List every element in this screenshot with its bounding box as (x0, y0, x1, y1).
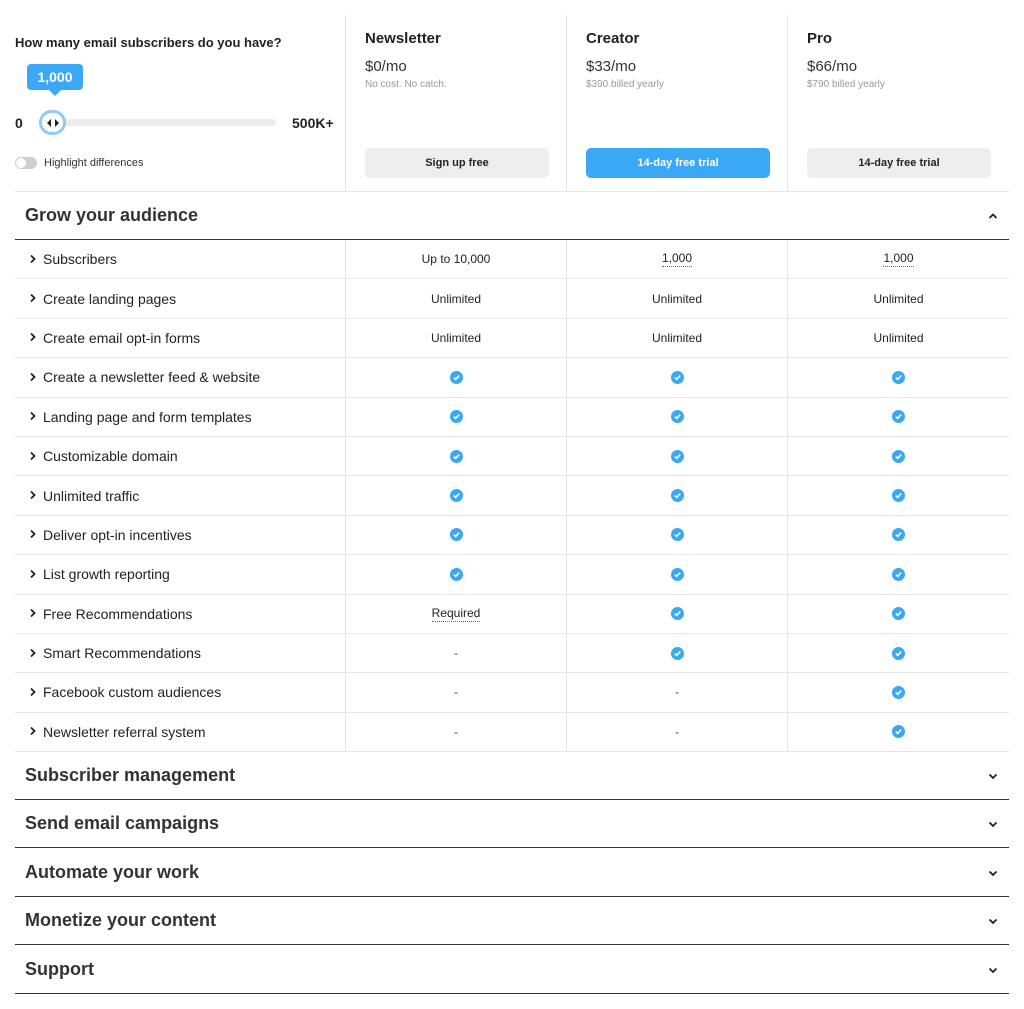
plan-value-cell (346, 358, 567, 396)
plan-value-cell (346, 240, 567, 278)
plan-value-cell (346, 673, 567, 711)
value-text[interactable]: 1,000 (661, 251, 693, 266)
feature-label: Customizable domain (43, 448, 178, 465)
check-circle-icon (450, 410, 463, 423)
pricing-header (15, 14, 1009, 192)
plan-note: $790 billed yearly (807, 79, 885, 90)
plan-value-cell (567, 516, 788, 554)
table-row[interactable] (15, 398, 1009, 437)
chevron-right-icon (29, 685, 37, 700)
check-circle-icon (892, 410, 905, 423)
plan-name: Pro (807, 30, 833, 47)
section-automate-your-work[interactable] (15, 849, 1009, 897)
slider-question: How many email subscribers do you have? (15, 35, 282, 50)
check-circle-icon (892, 450, 905, 463)
chevron-down-icon (988, 965, 998, 975)
feature-cell[interactable] (15, 673, 346, 711)
section-title: Monetize your content (25, 910, 217, 930)
check-circle-icon (892, 528, 905, 541)
section-title: Subscriber management (25, 765, 236, 785)
feature-cell[interactable] (15, 634, 346, 672)
plan-value-cell (788, 240, 1009, 278)
check-circle-icon (671, 568, 684, 581)
pro-free-trial-button[interactable]: 14-day free trial (807, 148, 991, 178)
check-circle-icon (671, 528, 684, 541)
check-circle-icon (892, 607, 905, 620)
feature-cell[interactable] (15, 516, 346, 554)
check-circle-icon (450, 489, 463, 502)
value-text[interactable]: 1,000 (883, 251, 914, 266)
value-text: Unlimited (430, 291, 481, 306)
table-row[interactable] (15, 595, 1009, 634)
chevron-right-icon (29, 606, 37, 621)
check-circle-icon (450, 568, 463, 581)
chevron-right-icon (29, 291, 37, 306)
chevron-right-icon (29, 724, 37, 739)
table-row[interactable] (15, 673, 1009, 712)
section-title: Support (25, 959, 94, 979)
plan-value-cell (346, 595, 567, 633)
table-row[interactable] (15, 555, 1009, 594)
chevron-right-icon (29, 252, 37, 267)
feature-label: Deliver opt-in incentives (43, 526, 192, 543)
slider-min-label: 0 (15, 115, 23, 131)
table-row[interactable] (15, 476, 1009, 515)
chevron-right-icon (29, 567, 37, 582)
table-row[interactable] (15, 634, 1009, 673)
section-title: Send email campaigns (25, 813, 220, 833)
plan-price: $66/mo (807, 58, 858, 75)
plan-newsletter (346, 14, 567, 191)
plan-value-cell (346, 634, 567, 672)
slider-track[interactable] (41, 119, 276, 126)
plan-note: No cost. No catch. (365, 79, 447, 90)
feature-cell[interactable] (15, 398, 346, 436)
plan-value-cell (567, 634, 788, 672)
feature-label: Unlimited traffic (43, 487, 140, 504)
plan-value-cell (346, 476, 567, 514)
chevron-down-icon (988, 916, 998, 926)
table-row[interactable] (15, 713, 1009, 752)
check-circle-icon (671, 371, 684, 384)
plan-value-cell (788, 319, 1009, 357)
plan-value-cell (567, 240, 788, 278)
plan-value-cell (788, 358, 1009, 396)
slider-thumb[interactable] (39, 110, 66, 135)
feature-label: Facebook custom audiences (43, 684, 222, 701)
chevron-down-icon (988, 868, 998, 878)
plan-price: $33/mo (586, 58, 637, 75)
check-circle-icon (671, 450, 684, 463)
plan-creator (567, 14, 788, 191)
chevron-right-icon (29, 488, 37, 503)
plan-value-cell (788, 555, 1009, 593)
check-circle-icon (892, 725, 905, 738)
feature-cell[interactable] (15, 555, 346, 593)
value-text: Unlimited (873, 330, 924, 345)
table-row[interactable] (15, 319, 1009, 358)
table-row[interactable] (15, 279, 1009, 318)
chevron-right-icon (29, 409, 37, 424)
chevron-right-icon (29, 370, 37, 385)
section-grow-your-audience[interactable] (15, 192, 1009, 240)
value-text[interactable]: Required (431, 605, 481, 620)
plan-value-cell (788, 634, 1009, 672)
sign-up-free-button[interactable]: Sign up free (365, 148, 549, 178)
check-circle-icon (671, 647, 684, 660)
chevron-up-icon (988, 211, 998, 221)
plan-value-cell (567, 437, 788, 475)
section-send-email-campaigns[interactable] (15, 800, 1009, 848)
highlight-differences-row (15, 157, 143, 169)
check-circle-icon (892, 647, 905, 660)
plan-value-cell (346, 279, 567, 317)
feature-cell[interactable] (15, 437, 346, 475)
check-circle-icon (671, 410, 684, 423)
plan-pro (788, 14, 1009, 191)
feature-label: Smart Recommendations (43, 645, 201, 662)
slider-max-label: 500K+ (292, 115, 334, 131)
feature-label: Create landing pages (43, 290, 177, 307)
section-support[interactable] (15, 946, 1009, 994)
plan-value-cell (346, 713, 567, 751)
check-circle-icon (892, 686, 905, 699)
plan-value-cell (788, 595, 1009, 633)
plan-value-cell (788, 476, 1009, 514)
plan-value-cell (788, 398, 1009, 436)
plan-price: $0/mo (365, 58, 407, 75)
check-circle-icon (892, 568, 905, 581)
feature-cell[interactable] (15, 279, 346, 317)
check-circle-icon (671, 489, 684, 502)
check-circle-icon (892, 489, 905, 502)
plan-value-cell (346, 319, 567, 357)
check-circle-icon (892, 371, 905, 384)
table-row[interactable] (15, 358, 1009, 397)
plan-value-cell (346, 555, 567, 593)
plan-value-cell (788, 437, 1009, 475)
drag-arrows-icon (47, 119, 59, 127)
chevron-down-icon (988, 771, 998, 781)
check-circle-icon (450, 450, 463, 463)
not-included-dash: - (675, 724, 679, 739)
highlight-differences-toggle[interactable] (15, 157, 37, 169)
not-included-dash: - (454, 724, 458, 739)
section-title: Grow your audience (25, 205, 199, 225)
creator-free-trial-button[interactable]: 14-day free trial (586, 148, 770, 178)
slider-value-bubble: 1,000 (27, 64, 83, 90)
section-monetize-your-content[interactable] (15, 897, 1009, 945)
chevron-right-icon (29, 646, 37, 661)
chevron-right-icon (29, 527, 37, 542)
plan-value-cell (346, 437, 567, 475)
plan-value-cell (567, 398, 788, 436)
plan-value-cell (567, 673, 788, 711)
check-circle-icon (671, 607, 684, 620)
feature-label: Free Recommendations (43, 605, 193, 622)
feature-cell[interactable] (15, 476, 346, 514)
check-circle-icon (450, 528, 463, 541)
plan-value-cell (567, 279, 788, 317)
section-subscriber-management[interactable] (15, 752, 1009, 800)
plan-value-cell (788, 279, 1009, 317)
feature-cell[interactable] (15, 713, 346, 751)
section-title: Automate your work (25, 862, 200, 882)
plan-name: Newsletter (365, 30, 441, 47)
plan-value-cell (567, 358, 788, 396)
not-included-dash: - (454, 646, 458, 661)
value-text: Unlimited (651, 291, 702, 306)
table-row[interactable] (15, 516, 1009, 555)
plan-value-cell (567, 319, 788, 357)
chevron-down-icon (988, 819, 998, 829)
plan-value-cell (567, 555, 788, 593)
plan-name: Creator (586, 30, 640, 47)
plan-value-cell (567, 713, 788, 751)
plan-value-cell (788, 673, 1009, 711)
feature-label: Create a newsletter feed & website (43, 369, 261, 386)
plan-value-cell (346, 516, 567, 554)
value-text: Unlimited (651, 330, 702, 345)
plan-note: $390 billed yearly (586, 79, 664, 90)
not-included-dash: - (675, 685, 679, 700)
check-circle-icon (450, 371, 463, 384)
not-included-dash: - (454, 685, 458, 700)
chevron-right-icon (29, 449, 37, 464)
table-row[interactable] (15, 240, 1009, 279)
highlight-differences-label: Highlight differences (44, 157, 144, 169)
table-row[interactable] (15, 437, 1009, 476)
plan-value-cell (567, 595, 788, 633)
feature-label: Newsletter referral system (43, 723, 206, 740)
chevron-right-icon (29, 330, 37, 345)
subscriber-slider-panel (15, 14, 346, 191)
value-text: Up to 10,000 (421, 252, 491, 267)
feature-cell[interactable] (15, 319, 346, 357)
feature-rows (15, 240, 1009, 752)
feature-label: Landing page and form templates (43, 408, 252, 425)
feature-label: Subscribers (43, 251, 117, 268)
feature-cell[interactable] (15, 358, 346, 396)
feature-cell[interactable] (15, 595, 346, 633)
feature-label: List growth reporting (43, 566, 170, 583)
plan-value-cell (788, 713, 1009, 751)
value-text: Unlimited (873, 291, 924, 306)
feature-label: Create email opt-in forms (43, 329, 201, 346)
plan-value-cell (346, 398, 567, 436)
plan-value-cell (788, 516, 1009, 554)
value-text: Unlimited (430, 330, 481, 345)
plan-value-cell (567, 476, 788, 514)
feature-cell[interactable] (15, 240, 346, 278)
